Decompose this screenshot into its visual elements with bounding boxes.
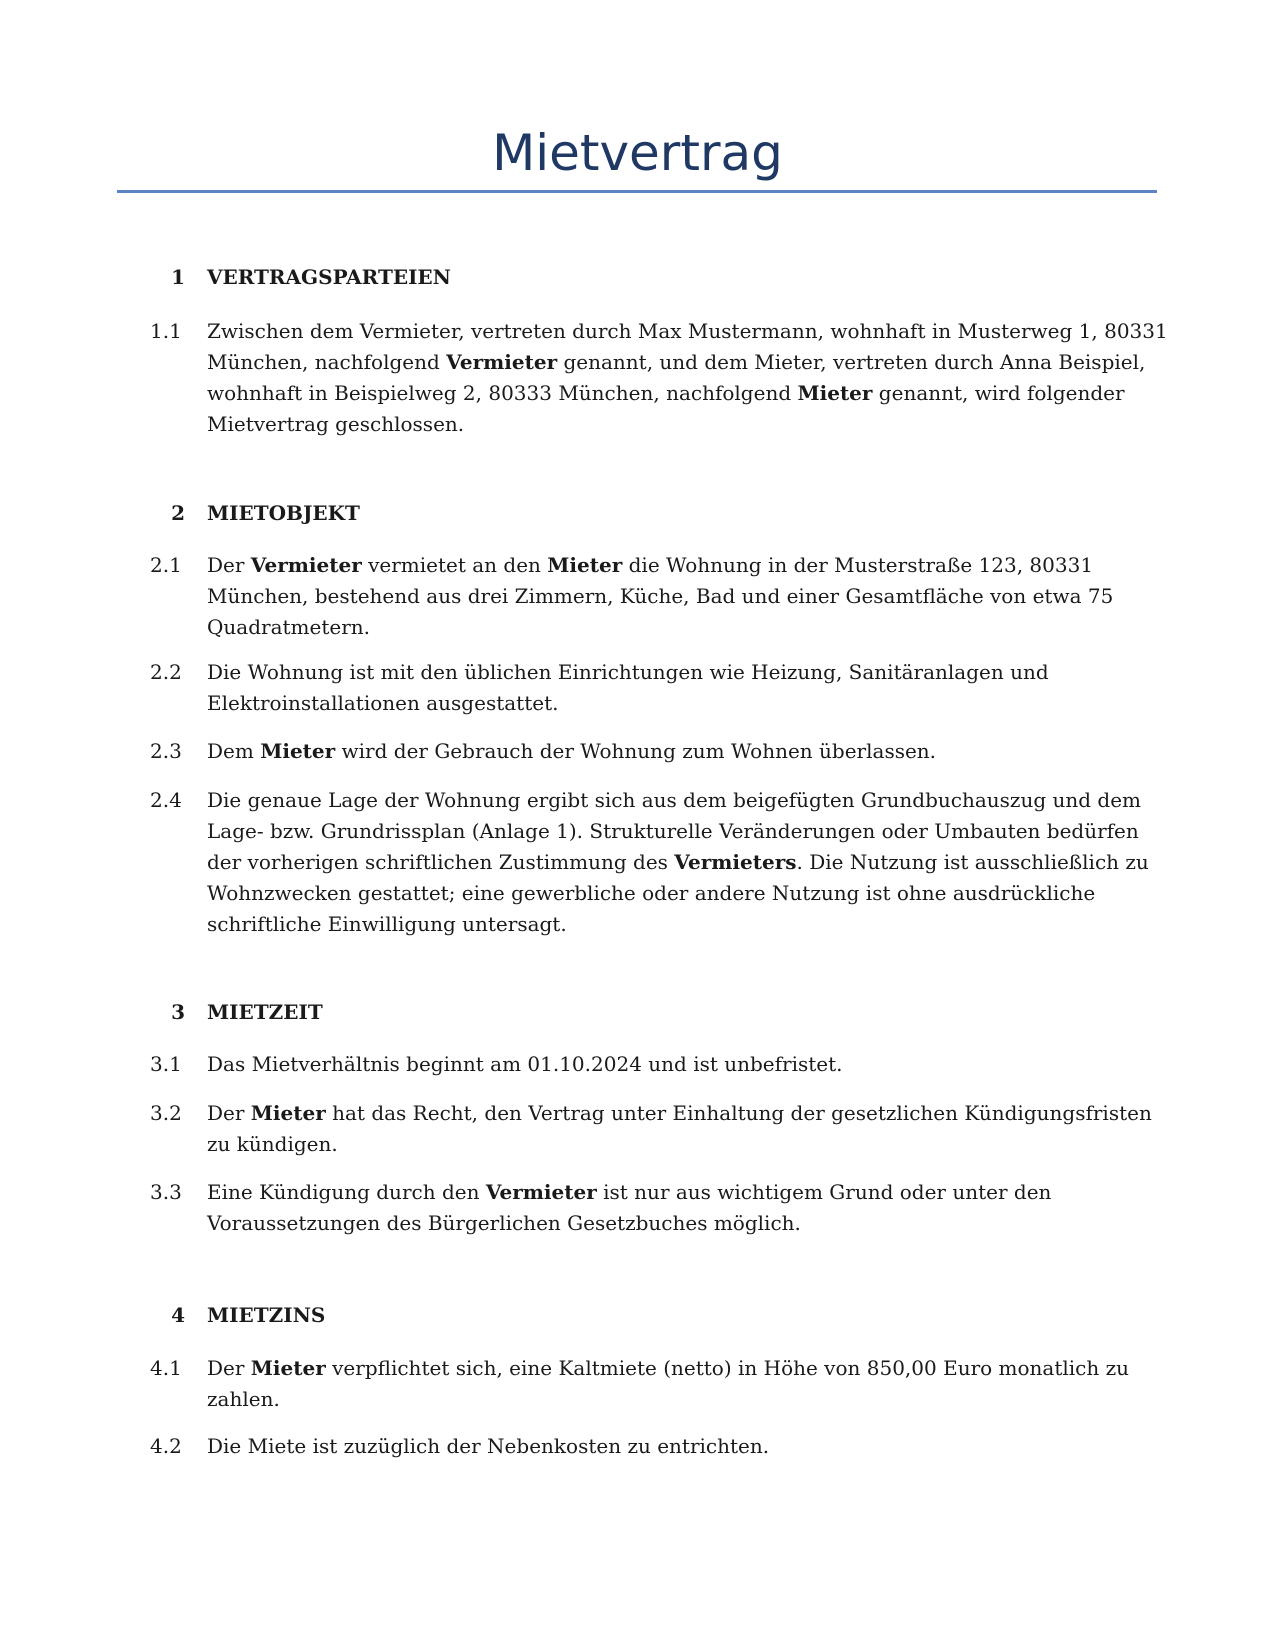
text-line: Wohnzwecken gestattet; eine gewerbliche oder andere Nutzung ist ohne ausdrückliche	[207, 881, 1096, 905]
section-number: 1	[171, 265, 185, 289]
clause-number: 2.2	[150, 660, 182, 684]
section-title: MIETZINS	[207, 1303, 326, 1327]
text-line: Der Vermieter vermietet an den Mieter die Wohnung in der Musterstraße 123, 80331	[207, 553, 1094, 577]
text-line: Elektroinstallationen ausgestattet.	[207, 691, 559, 715]
text-line: wohnhaft in Beispielweg 2, 80333 München, nachfolgend Mieter genannt, wird folgender	[207, 381, 1125, 405]
clause-text	[207, 736, 1142, 767]
clause-number: 1.1	[150, 319, 182, 343]
document-title: Mietvertrag	[492, 124, 783, 182]
clause-number: 3.2	[150, 1101, 182, 1125]
text-line: Quadratmetern.	[207, 615, 370, 639]
title-underline	[117, 190, 1157, 193]
text-line: der vorherigen schriftlichen Zustimmung des Vermieters. Die Nutzung ist ausschließlich zu	[207, 850, 1149, 874]
text-line: Die Miete ist zuzüglich der Nebenkosten zu entrichten.	[207, 1434, 770, 1458]
clause-number: 3.1	[150, 1052, 182, 1076]
defined-term: Vermieter	[250, 553, 362, 577]
clause-number: 2.4	[150, 788, 182, 812]
defined-term: Mieter	[547, 553, 623, 577]
text-line: Zwischen dem Vermieter, vertreten durch Max Mustermann, wohnhaft in Musterweg 1, 80331	[207, 319, 1168, 343]
text-line: zu kündigen.	[207, 1132, 338, 1156]
text-line: Voraussetzungen des Bürgerlichen Gesetzbuches möglich.	[207, 1211, 801, 1235]
text-line: zahlen.	[207, 1387, 280, 1411]
text-line: schriftliche Einwilligung untersagt.	[207, 912, 567, 936]
section-title: VERTRAGSPARTEIEN	[207, 265, 451, 289]
clause-text	[207, 1353, 1142, 1415]
clause-text	[207, 1431, 1142, 1462]
clause-number: 2.3	[150, 739, 182, 763]
clause-number: 2.1	[150, 553, 182, 577]
section-number: 2	[171, 501, 185, 525]
clause-text	[207, 1049, 1142, 1080]
text-line: Der Mieter hat das Recht, den Vertrag unter Einhaltung der gesetzlichen Kündigungsfristen	[207, 1101, 1152, 1125]
clause-number: 4.1	[150, 1356, 182, 1380]
defined-term: Mieter	[250, 1101, 326, 1125]
defined-term: Mieter	[260, 739, 336, 763]
section-number: 3	[171, 1000, 185, 1024]
text-line: München, bestehend aus drei Zimmern, Küche, Bad und einer Gesamtfläche von etwa 75	[207, 584, 1114, 608]
section-title: MIETZEIT	[207, 1000, 323, 1024]
defined-term: Mieter	[250, 1356, 326, 1380]
clause-text	[207, 550, 1142, 643]
text-line: Die genaue Lage der Wohnung ergibt sich aus dem beigefügten Grundbuchauszug und dem	[207, 788, 1142, 812]
text-line: Eine Kündigung durch den Vermieter ist nur aus wichtigem Grund oder unter den	[207, 1180, 1052, 1204]
clause-text	[207, 785, 1149, 940]
defined-term: Vermieters	[674, 850, 797, 874]
text-line: Dem Mieter wird der Gebrauch der Wohnung zum Wohnen überlassen.	[207, 739, 937, 763]
clause-number: 3.3	[150, 1180, 182, 1204]
text-line: Das Mietverhältnis beginnt am 01.10.2024 und ist unbefristet.	[207, 1052, 843, 1076]
section-number: 4	[171, 1303, 185, 1327]
clause-text	[207, 657, 1142, 719]
text-line: München, nachfolgend Vermieter genannt, und dem Mieter, vertreten durch Anna Beispiel,	[207, 350, 1146, 374]
clause-text	[207, 316, 1168, 440]
defined-term: Mieter	[797, 381, 873, 405]
clause-text	[207, 1098, 1152, 1160]
defined-term: Vermieter	[446, 350, 558, 374]
section-title: MIETOBJEKT	[207, 501, 360, 525]
defined-term: Vermieter	[485, 1180, 597, 1204]
text-line: Lage- bzw. Grundrissplan (Anlage 1). Strukturelle Veränderungen oder Umbauten bedürfen	[207, 819, 1139, 843]
text-line: Die Wohnung ist mit den üblichen Einrichtungen wie Heizung, Sanitäranlagen und	[207, 660, 1049, 684]
text-line: Mietvertrag geschlossen.	[207, 412, 465, 436]
text-line: Der Mieter verpflichtet sich, eine Kaltmiete (netto) in Höhe von 850,00 Euro monatlich zu	[207, 1356, 1130, 1380]
clause-number: 4.2	[150, 1434, 182, 1458]
clause-text	[207, 1177, 1142, 1239]
